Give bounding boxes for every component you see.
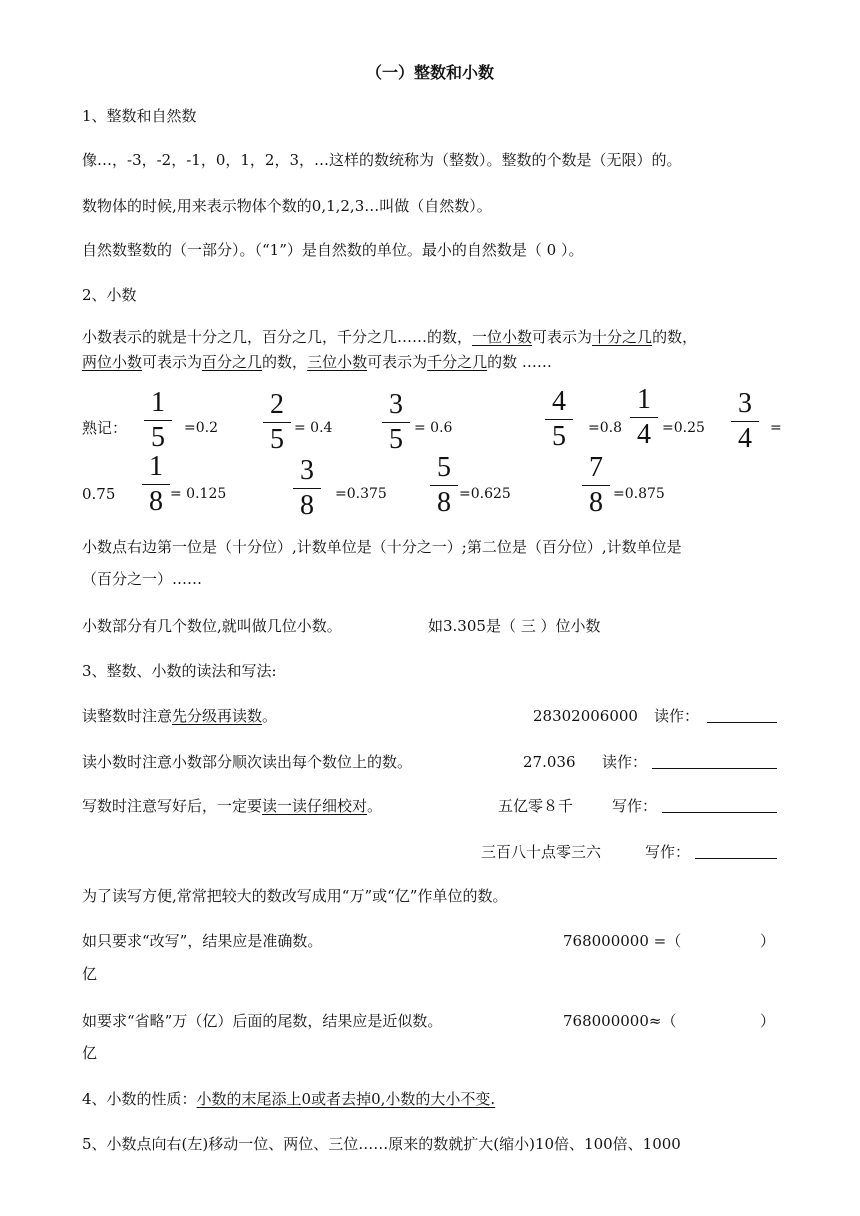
write-label-1: 写作： [612,797,658,815]
read-integer-rule [82,706,277,726]
fraction-7-8 [580,453,612,518]
fraction-value: = 0.125 [170,486,227,502]
section-2-heading: 2、小数 [82,286,137,304]
numerator: 3 [389,389,403,420]
text: 的数 …… [487,353,552,371]
decimal-places-line: 小数部分有几个数位,就叫做几位小数。 [82,617,342,635]
page-title: （一）整数和小数 [365,63,494,82]
text: 的数， [262,353,308,371]
denominator: 8 [589,487,603,518]
fraction-bar [144,420,172,421]
write-blank-1[interactable] [662,798,777,813]
fraction-bar [630,417,658,418]
numerator: 7 [589,452,603,483]
fraction-bar [582,485,610,486]
fraction-3-5 [380,390,412,455]
numerator: 3 [300,455,314,486]
fraction-3-4 [729,389,761,454]
numerator: 4 [552,386,566,417]
fraction-3-8 [291,456,323,521]
rewrite-approx-unit: 亿 [82,1044,98,1062]
fraction-bar [545,419,573,420]
fraction-value: = 0.6 [414,420,453,436]
read-integer-blank[interactable] [707,708,777,723]
numerator: 1 [149,451,163,482]
text: 可表示为 [532,328,593,346]
section-1-line-3: 自然数整数的（一部分）。（“1”）是自然数的单位。最小的自然数是（ 0 ）。 [82,241,584,259]
text: 的数， [652,328,698,346]
denominator: 8 [149,486,163,517]
denominator: 5 [270,424,284,455]
fraction-1-8 [140,452,172,517]
fraction-bar [382,422,410,423]
rewrite-approx-number: 768000000≈（ [563,1012,677,1030]
text: 写数时注意写好后，一定要 [82,797,263,815]
rewrite-exact-close: ） [760,932,776,950]
denominator: 5 [552,421,566,452]
text: 可表示为 [367,353,428,371]
denominator: 4 [637,419,651,450]
numerator: 2 [270,389,284,420]
underlined-term: 三位小数 [307,353,368,371]
section-4 [82,1089,495,1109]
fraction-bar [293,488,321,489]
rewrite-exact-number: 768000000 =（ [563,932,682,950]
read-decimal-blank[interactable] [652,754,777,769]
rewrite-intro: 为了读写方便,常常把较大的数改写成用“万”或“亿”作单位的数。 [82,887,508,905]
section-3-heading: 3、整数、小数的读法和写法: [82,662,277,680]
rewrite-approx-close: ） [760,1012,776,1030]
rewrite-exact-unit: 亿 [82,965,98,983]
text: 读整数时注意 [82,707,173,725]
decimal-places-example: 如3.305是（ 三 ）位小数 [428,617,601,635]
fraction-4-5 [543,387,575,452]
fraction-1-5 [142,388,174,453]
fraction-value: = 0.4 [294,420,333,436]
underlined-term: 千分之几 [427,353,488,371]
read-decimal-label: 读作： [602,753,648,771]
fraction-value: =0.375 [335,486,387,502]
underlined-term: 百分之几 [202,353,263,371]
numerator: 1 [151,387,165,418]
rewrite-exact-rule: 如只要求“改写”，结果应是准确数。 [82,932,323,950]
fraction-1-4 [628,385,660,450]
read-integer-number: 28302006000 [533,707,638,725]
fraction-value: =0.2 [184,420,218,436]
numerator: 3 [738,388,752,419]
text: 。 [367,797,383,815]
fraction-value: =0.625 [459,486,511,502]
underlined-term: 读一读仔细校对 [262,797,368,815]
denominator: 8 [300,490,314,521]
text: 。 [262,707,278,725]
section-4-heading: 4、小数的性质： [82,1090,197,1108]
read-integer-label: 读作： [654,707,700,725]
fraction-value: =0.875 [613,486,665,502]
wrapped-value: 0.75 [82,485,116,503]
write-number-1: 五亿零８千 [498,797,574,815]
section-5: 5、小数点向右(左)移动一位、两位、三位……原来的数就扩大(缩小)10倍、100倍、1000 [82,1135,681,1153]
write-number-2: 三百八十点零三六 [481,843,602,861]
fraction-bar [430,485,458,486]
fraction-bar [731,421,759,422]
fraction-value: =0.8 [588,420,622,436]
write-blank-2[interactable] [695,844,777,859]
write-label-2: 写作： [645,843,691,861]
underlined-term: 两位小数 [82,353,143,371]
fraction-bar [142,484,170,485]
text: 小数表示的就是十分之几，百分之几，千分之几……的数， [82,328,473,346]
fraction-5-8 [428,453,460,518]
write-number-rule [82,796,382,816]
denominator: 5 [151,422,165,453]
memorize-label: 熟记： [82,419,128,437]
underlined-term: 十分之几 [592,328,653,346]
place-value-line-2: （百分之一）…… [82,570,203,588]
section-1-line-2: 数物体的时候,用来表示物体个数的0,1,2,3…叫做（自然数）。 [82,197,492,215]
decimal-definition-line-2 [82,352,552,372]
fraction-value: = [770,420,782,436]
denominator: 8 [437,487,451,518]
text: 可表示为 [142,353,203,371]
underlined-term: 一位小数 [472,328,533,346]
section-1-line-1: 像…，-3，-2，-1，0，1，2，3，…这样的数统称为（整数）。整数的个数是（无限）的。 [82,151,682,169]
denominator: 4 [738,423,752,454]
decimal-definition-line-1 [82,327,697,347]
fraction-bar [263,422,291,423]
read-decimal-rule: 读小数时注意小数部分顺次读出每个数位上的数。 [82,753,413,771]
numerator: 5 [437,452,451,483]
rewrite-approx-rule: 如要求“省略”万（亿）后面的尾数，结果应是近似数。 [82,1012,443,1030]
numerator: 1 [637,384,651,415]
fraction-2-5 [261,390,293,455]
place-value-line-1: 小数点右边第一位是（十分位）,计数单位是（十分之一）;第二位是（百分位）,计数单位是 [82,538,682,556]
read-decimal-number: 27.036 [523,753,576,771]
denominator: 5 [389,424,403,455]
underlined-term: 先分级再读数 [172,707,263,725]
fraction-value: =0.25 [662,420,705,436]
decimal-property: 小数的末尾添上0或者去掉0,小数的大小不变. [196,1090,496,1108]
section-1-heading: 1、整数和自然数 [82,107,197,125]
